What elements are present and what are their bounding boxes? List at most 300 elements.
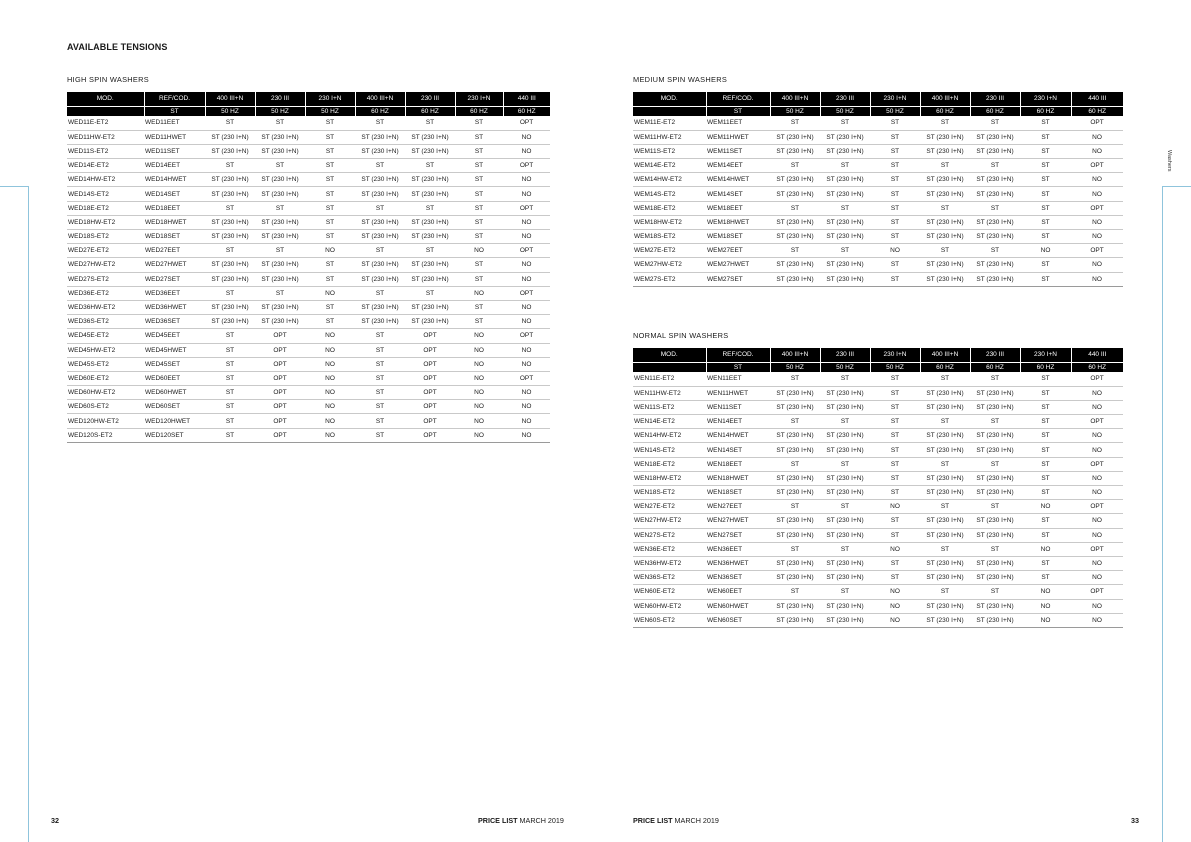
tension-cell: NO — [455, 386, 503, 400]
model-cell: WEM27E-ET2 — [633, 244, 706, 258]
tension-cell: ST (230 I+N) — [405, 315, 455, 329]
right-edge-vertical — [1162, 186, 1163, 842]
table-row — [633, 372, 1123, 386]
ref-cell: WEM18HWET — [706, 215, 770, 229]
tension-cell: NO — [455, 343, 503, 357]
ref-cell: WED60HWET — [144, 386, 205, 400]
table-row — [633, 542, 1123, 556]
tension-cell: ST — [455, 215, 503, 229]
tension-cell: NO — [503, 386, 550, 400]
tension-cell: NO — [455, 414, 503, 428]
tension-cell: NO — [870, 542, 920, 556]
tension-cell: ST (230 I+N) — [205, 300, 255, 314]
tension-cell: ST — [770, 244, 820, 258]
tension-cell: ST — [205, 343, 255, 357]
tension-cell: ST — [355, 286, 405, 300]
tension-cell: OPT — [1071, 457, 1123, 471]
tension-cell: ST (230 I+N) — [970, 599, 1020, 613]
ref-cell: WEM11HWET — [706, 130, 770, 144]
tension-cell: ST — [970, 372, 1020, 386]
tension-cell: NO — [503, 258, 550, 272]
model-cell: WEN36E-ET2 — [633, 542, 706, 556]
tension-cell: NO — [305, 371, 355, 385]
table-row — [633, 230, 1123, 244]
tension-cell: ST — [455, 116, 503, 130]
tension-cell: ST — [1020, 514, 1071, 528]
column-header: MOD. — [633, 348, 706, 362]
tension-cell: NO — [305, 286, 355, 300]
column-header: 50 HZ — [820, 106, 870, 116]
tension-cell: ST (230 I+N) — [970, 258, 1020, 272]
tension-cell: ST (230 I+N) — [255, 230, 305, 244]
tension-cell: NO — [503, 173, 550, 187]
tension-cell: ST — [355, 343, 405, 357]
table-row — [633, 144, 1123, 158]
ref-cell: WEN27HWET — [706, 514, 770, 528]
medium-spin-table — [633, 92, 1123, 287]
table-row — [633, 386, 1123, 400]
column-header: MOD. — [633, 92, 706, 106]
tension-cell: ST — [870, 187, 920, 201]
table-row — [633, 173, 1123, 187]
column-header: 60 HZ — [920, 106, 970, 116]
column-header: 400 III+N — [770, 348, 820, 362]
tension-cell: ST (230 I+N) — [770, 599, 820, 613]
tension-cell: NO — [455, 244, 503, 258]
tension-cell: ST — [870, 556, 920, 570]
tension-cell: ST — [820, 542, 870, 556]
column-header: 440 III — [503, 92, 550, 106]
tension-cell: NO — [1071, 400, 1123, 414]
model-cell: WEM14S-ET2 — [633, 187, 706, 201]
tension-cell: NO — [305, 329, 355, 343]
tension-cell: NO — [455, 400, 503, 414]
tension-cell: NO — [1020, 585, 1071, 599]
tension-cell: ST (230 I+N) — [920, 571, 970, 585]
ref-cell: WEN11SET — [706, 400, 770, 414]
tension-cell: ST — [920, 201, 970, 215]
tension-cell: ST — [920, 244, 970, 258]
column-header: 230 III — [255, 92, 305, 106]
tension-cell: ST — [1020, 144, 1071, 158]
ref-cell: WEM14EET — [706, 159, 770, 173]
tension-cell: ST — [770, 201, 820, 215]
tension-cell: ST (230 I+N) — [355, 173, 405, 187]
column-header: 230 III — [405, 92, 455, 106]
ref-cell: WED45HWET — [144, 343, 205, 357]
tension-cell: ST — [770, 542, 820, 556]
tension-cell: NO — [305, 357, 355, 371]
column-header: REF/COD. — [706, 348, 770, 362]
left-edge-line — [0, 186, 28, 187]
tension-cell: ST — [770, 159, 820, 173]
tension-cell: OPT — [405, 386, 455, 400]
tension-cell: NO — [870, 500, 920, 514]
tension-cell: NO — [1020, 542, 1071, 556]
tension-cell: ST — [1020, 528, 1071, 542]
tension-cell: ST (230 I+N) — [820, 258, 870, 272]
tension-cell: OPT — [503, 201, 550, 215]
tension-cell: ST — [355, 428, 405, 442]
tension-cell: ST (230 I+N) — [405, 300, 455, 314]
table-row — [633, 400, 1123, 414]
tension-cell: ST (230 I+N) — [770, 258, 820, 272]
tension-cell: NO — [503, 300, 550, 314]
tension-cell: NO — [305, 400, 355, 414]
column-header: 60 HZ — [1020, 362, 1071, 372]
tension-cell: OPT — [405, 357, 455, 371]
tension-cell: ST (230 I+N) — [205, 258, 255, 272]
footer-left — [478, 816, 564, 825]
tension-cell: ST — [355, 414, 405, 428]
tension-cell: ST (230 I+N) — [770, 528, 820, 542]
tension-cell: ST (230 I+N) — [205, 187, 255, 201]
tension-cell: ST (230 I+N) — [970, 187, 1020, 201]
ref-cell: WEM27EET — [706, 244, 770, 258]
model-cell: WED60HW-ET2 — [67, 386, 144, 400]
tension-cell: NO — [305, 343, 355, 357]
column-header: 60 HZ — [405, 106, 455, 116]
tension-cell: ST (230 I+N) — [770, 514, 820, 528]
tension-cell: ST (230 I+N) — [770, 130, 820, 144]
tension-cell: ST (230 I+N) — [920, 272, 970, 286]
column-header: ST — [706, 362, 770, 372]
tension-cell: NO — [870, 244, 920, 258]
tension-cell: OPT — [1071, 116, 1123, 130]
tension-cell: ST — [770, 415, 820, 429]
tension-cell: ST (230 I+N) — [820, 429, 870, 443]
model-cell: WEN14E-ET2 — [633, 415, 706, 429]
tension-cell: NO — [870, 599, 920, 613]
tension-cell: ST — [820, 159, 870, 173]
tension-cell: ST — [870, 471, 920, 485]
table-row — [67, 400, 550, 414]
model-cell: WEM18E-ET2 — [633, 201, 706, 215]
tension-cell: ST — [305, 300, 355, 314]
ref-cell: WEN36EET — [706, 542, 770, 556]
model-cell: WED45E-ET2 — [67, 329, 144, 343]
ref-cell: WED11SET — [144, 144, 205, 158]
tension-cell: ST (230 I+N) — [255, 300, 305, 314]
tension-cell: ST (230 I+N) — [920, 514, 970, 528]
tension-cell: ST — [205, 357, 255, 371]
table-row — [67, 201, 550, 215]
section-title-high-spin: HIGH SPIN WASHERS — [67, 75, 150, 84]
table-row — [67, 371, 550, 385]
tension-cell: OPT — [503, 244, 550, 258]
tension-cell: ST — [455, 201, 503, 215]
tension-cell: ST — [1020, 556, 1071, 570]
tension-cell: NO — [1071, 571, 1123, 585]
table-row — [633, 272, 1123, 286]
model-cell: WEM11E-ET2 — [633, 116, 706, 130]
tension-cell: ST (230 I+N) — [820, 471, 870, 485]
ref-cell: WEN36SET — [706, 571, 770, 585]
tension-cell: ST (230 I+N) — [770, 471, 820, 485]
tension-cell: ST — [820, 585, 870, 599]
header-row — [67, 92, 550, 106]
tension-cell: OPT — [1071, 244, 1123, 258]
model-cell: WEN14HW-ET2 — [633, 429, 706, 443]
tension-cell: ST — [205, 116, 255, 130]
tension-cell: NO — [1071, 429, 1123, 443]
column-header: 230 I+N — [870, 92, 920, 106]
column-header: 400 III+N — [355, 92, 405, 106]
tension-cell: ST — [820, 116, 870, 130]
column-header: 60 HZ — [970, 106, 1020, 116]
ref-cell: WEN36HWET — [706, 556, 770, 570]
ref-cell: WED27HWET — [144, 258, 205, 272]
table-row — [67, 130, 550, 144]
tension-cell: ST — [455, 130, 503, 144]
tension-cell: ST — [355, 400, 405, 414]
tension-cell: ST (230 I+N) — [970, 173, 1020, 187]
tension-cell: OPT — [1071, 500, 1123, 514]
tension-cell: ST — [870, 415, 920, 429]
tension-cell: ST (230 I+N) — [205, 272, 255, 286]
tension-cell: ST — [1020, 571, 1071, 585]
tension-cell: ST — [920, 457, 970, 471]
column-header: 400 III+N — [920, 348, 970, 362]
table-row — [633, 429, 1123, 443]
column-header: REF/COD. — [144, 92, 205, 106]
tension-cell: ST — [1020, 230, 1071, 244]
tension-cell: ST (230 I+N) — [355, 130, 405, 144]
table-row — [633, 130, 1123, 144]
tension-cell: ST — [770, 372, 820, 386]
ref-cell: WED18EET — [144, 201, 205, 215]
tension-cell: ST (230 I+N) — [255, 130, 305, 144]
tension-cell: ST — [455, 272, 503, 286]
column-header: 60 HZ — [503, 106, 550, 116]
tension-cell: ST — [970, 542, 1020, 556]
ref-cell: WED60SET — [144, 400, 205, 414]
ref-cell: WED60EET — [144, 371, 205, 385]
tension-cell: ST (230 I+N) — [920, 429, 970, 443]
column-header: 400 III+N — [920, 92, 970, 106]
tension-cell: OPT — [503, 329, 550, 343]
column-header: REF/COD. — [706, 92, 770, 106]
section-title-medium-spin: MEDIUM SPIN WASHERS — [633, 75, 728, 84]
tension-cell: ST — [870, 372, 920, 386]
tension-cell: ST — [255, 286, 305, 300]
ref-cell: WEM18SET — [706, 230, 770, 244]
ref-cell: WED27SET — [144, 272, 205, 286]
tension-cell: ST (230 I+N) — [920, 486, 970, 500]
tension-cell: ST — [355, 201, 405, 215]
tension-cell: ST (230 I+N) — [820, 130, 870, 144]
tension-cell: ST (230 I+N) — [920, 230, 970, 244]
tension-cell: ST (230 I+N) — [770, 613, 820, 627]
model-cell: WEM27HW-ET2 — [633, 258, 706, 272]
tension-cell: ST — [920, 159, 970, 173]
column-header: 230 III — [970, 348, 1020, 362]
tension-cell: NO — [305, 414, 355, 428]
tension-cell: ST (230 I+N) — [770, 400, 820, 414]
column-header: 60 HZ — [455, 106, 503, 116]
tension-cell: ST — [205, 428, 255, 442]
table-row — [633, 187, 1123, 201]
tension-cell: OPT — [255, 428, 305, 442]
model-cell: WEN36HW-ET2 — [633, 556, 706, 570]
column-header: 230 III — [820, 92, 870, 106]
footer-date: MARCH 2019 — [672, 816, 719, 825]
tension-cell: ST (230 I+N) — [820, 386, 870, 400]
tension-cell: ST — [255, 201, 305, 215]
tension-cell: ST (230 I+N) — [355, 300, 405, 314]
tension-cell: ST (230 I+N) — [205, 215, 255, 229]
tension-cell: NO — [455, 286, 503, 300]
table-row — [633, 471, 1123, 485]
tension-cell: ST (230 I+N) — [770, 571, 820, 585]
column-header: 400 III+N — [205, 92, 255, 106]
ref-cell: WED14SET — [144, 187, 205, 201]
subheader-row — [633, 362, 1123, 372]
model-cell: WED11HW-ET2 — [67, 130, 144, 144]
tension-cell: ST (230 I+N) — [820, 230, 870, 244]
tension-cell: ST (230 I+N) — [770, 429, 820, 443]
tension-cell: ST — [255, 116, 305, 130]
model-cell: WED18S-ET2 — [67, 230, 144, 244]
tension-cell: NO — [1071, 528, 1123, 542]
table-row — [633, 457, 1123, 471]
tension-cell: ST (230 I+N) — [820, 187, 870, 201]
tension-cell: NO — [305, 386, 355, 400]
tension-cell: ST — [920, 372, 970, 386]
tension-cell: ST — [970, 244, 1020, 258]
ref-cell: WEN60SET — [706, 613, 770, 627]
tension-cell: ST (230 I+N) — [920, 215, 970, 229]
column-header: 230 I+N — [305, 92, 355, 106]
tension-cell: ST — [870, 173, 920, 187]
ref-cell: WED18HWET — [144, 215, 205, 229]
footer-right — [633, 816, 719, 825]
table-row — [67, 230, 550, 244]
model-cell: WED18E-ET2 — [67, 201, 144, 215]
tension-cell: ST (230 I+N) — [255, 144, 305, 158]
tension-cell: ST (230 I+N) — [405, 258, 455, 272]
tension-cell: ST — [255, 159, 305, 173]
tension-cell: OPT — [255, 343, 305, 357]
ref-cell: WED14EET — [144, 159, 205, 173]
tension-cell: NO — [1071, 599, 1123, 613]
model-cell: WED120HW-ET2 — [67, 414, 144, 428]
tension-cell: ST — [1020, 187, 1071, 201]
tension-cell: ST — [205, 201, 255, 215]
ref-cell: WEN11HWET — [706, 386, 770, 400]
model-cell: WED120S-ET2 — [67, 428, 144, 442]
tension-cell: ST — [205, 329, 255, 343]
tension-cell: NO — [503, 428, 550, 442]
tension-cell: OPT — [503, 159, 550, 173]
tension-cell: ST — [870, 457, 920, 471]
tension-cell: NO — [1071, 443, 1123, 457]
tension-cell: ST (230 I+N) — [770, 486, 820, 500]
tension-cell: ST — [305, 187, 355, 201]
tension-cell: OPT — [255, 400, 305, 414]
subheader-row — [633, 106, 1123, 116]
model-cell: WEN11HW-ET2 — [633, 386, 706, 400]
tension-cell: ST — [1020, 215, 1071, 229]
tension-cell: NO — [455, 357, 503, 371]
tension-cell: ST (230 I+N) — [255, 215, 305, 229]
tension-cell: NO — [1071, 230, 1123, 244]
model-cell: WEM14HW-ET2 — [633, 173, 706, 187]
tension-cell: ST — [970, 585, 1020, 599]
ref-cell: WED11HWET — [144, 130, 205, 144]
tension-cell: ST (230 I+N) — [205, 130, 255, 144]
ref-cell: WED27EET — [144, 244, 205, 258]
tension-cell: ST — [455, 159, 503, 173]
tension-cell: ST (230 I+N) — [920, 556, 970, 570]
column-header: 230 I+N — [1020, 92, 1071, 106]
tension-cell: ST — [455, 315, 503, 329]
column-header: 50 HZ — [770, 362, 820, 372]
tension-cell: ST — [205, 159, 255, 173]
tension-cell: ST — [1020, 130, 1071, 144]
tension-cell: ST (230 I+N) — [770, 272, 820, 286]
table-row — [633, 514, 1123, 528]
tension-cell: ST — [870, 429, 920, 443]
tension-cell: NO — [1071, 514, 1123, 528]
tension-cell: ST (230 I+N) — [820, 514, 870, 528]
table-row — [67, 116, 550, 130]
tension-cell: ST — [970, 500, 1020, 514]
tension-cell: ST — [870, 116, 920, 130]
tension-cell: NO — [503, 315, 550, 329]
model-cell: WEN27S-ET2 — [633, 528, 706, 542]
column-header: 60 HZ — [355, 106, 405, 116]
model-cell: WED45S-ET2 — [67, 357, 144, 371]
tension-cell: NO — [503, 187, 550, 201]
ref-cell: WED14HWET — [144, 173, 205, 187]
tension-cell: OPT — [503, 286, 550, 300]
tension-cell: ST (230 I+N) — [255, 258, 305, 272]
tension-cell: NO — [305, 428, 355, 442]
table-row — [67, 343, 550, 357]
header-row — [633, 348, 1123, 362]
model-cell: WED36S-ET2 — [67, 315, 144, 329]
tension-cell: ST — [305, 130, 355, 144]
tension-cell: ST — [970, 457, 1020, 471]
model-cell: WEN18E-ET2 — [633, 457, 706, 471]
table-row — [67, 244, 550, 258]
tension-cell: ST — [205, 400, 255, 414]
tension-cell: NO — [1020, 500, 1071, 514]
tension-cell: ST (230 I+N) — [205, 144, 255, 158]
ref-cell: WEN18HWET — [706, 471, 770, 485]
tension-cell: NO — [1071, 258, 1123, 272]
tension-cell: ST (230 I+N) — [255, 173, 305, 187]
tension-cell: ST (230 I+N) — [405, 173, 455, 187]
model-cell: WED27E-ET2 — [67, 244, 144, 258]
tension-cell: ST — [820, 201, 870, 215]
tension-cell: ST (230 I+N) — [820, 400, 870, 414]
tension-cell: ST (230 I+N) — [820, 599, 870, 613]
tension-cell: ST (230 I+N) — [970, 571, 1020, 585]
tension-cell: ST — [870, 386, 920, 400]
tension-cell: NO — [503, 343, 550, 357]
tension-cell: ST — [970, 116, 1020, 130]
tension-cell: ST — [455, 258, 503, 272]
column-header: 60 HZ — [970, 362, 1020, 372]
tension-cell: ST — [305, 272, 355, 286]
tension-cell: OPT — [405, 414, 455, 428]
model-cell: WEN60HW-ET2 — [633, 599, 706, 613]
ref-cell: WED120HWET — [144, 414, 205, 428]
tension-cell: ST — [455, 187, 503, 201]
tension-cell: ST — [870, 159, 920, 173]
